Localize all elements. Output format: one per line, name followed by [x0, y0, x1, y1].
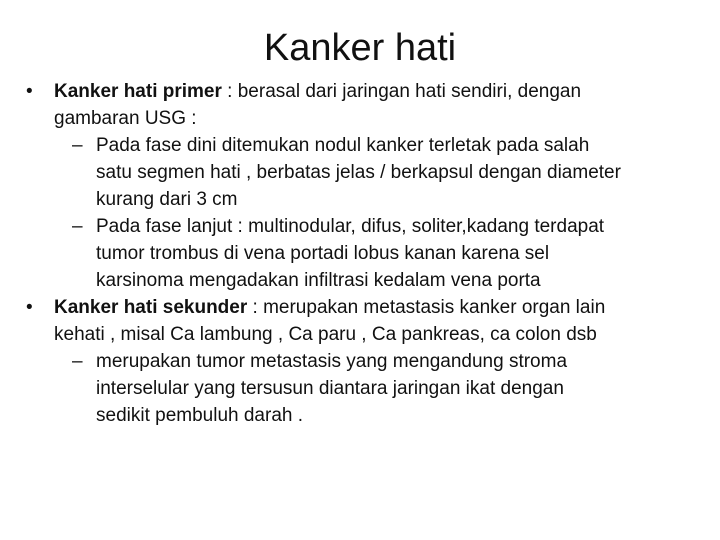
sub-item-line: kurang dari 3 cm [96, 189, 238, 210]
bullet-line: gambaran USG : [54, 108, 197, 129]
sub-item [22, 132, 702, 213]
sub-item-line: merupakan tumor metastasis yang mengandung stroma [96, 351, 568, 372]
bullet-text: : berasal dari jaringan hati sendiri, dengan [221, 81, 582, 102]
sub-item-line: tumor trombus di vena portadi lobus kanan karena sel [96, 243, 550, 264]
sub-item-line: karsinoma mengadakan infiltrasi kedalam vena porta [96, 270, 541, 291]
sub-item-line: Pada fase lanjut : multinodular, difus, soliter,kadang terdapat [96, 216, 605, 237]
sub-item-line: satu segmen hati , berbatas jelas / berkapsul dengan diameter [96, 162, 621, 183]
slide-body [22, 78, 702, 429]
dash-icon: – [72, 216, 83, 237]
bullet-term: Kanker hati sekunder [54, 297, 248, 318]
bullet-icon: • [26, 297, 33, 318]
sub-item [22, 213, 702, 294]
dash-icon: – [72, 351, 83, 372]
sub-item-line: Pada fase dini ditemukan nodul kanker terletak pada salah [96, 135, 590, 156]
bullet-line: kehati , misal Ca lambung , Ca paru , Ca pankreas, ca colon dsb [54, 324, 597, 345]
dash-icon: – [72, 135, 83, 156]
bullet-item-sekunder [22, 294, 702, 348]
bullet-line [54, 78, 702, 105]
bullet-text: : merupakan metastasis kanker organ lain [247, 297, 606, 318]
bullet-item-primer [22, 78, 702, 132]
bullet-line [54, 294, 702, 321]
slide-title: Kanker hati [263, 27, 457, 69]
bullet-term: Kanker hati primer [54, 81, 222, 102]
sub-item [22, 348, 702, 429]
sub-item-line: interselular yang tersusun diantara jaringan ikat dengan [96, 378, 564, 399]
sub-item-line: sedikit pembuluh darah . [96, 405, 304, 426]
bullet-icon: • [26, 81, 33, 102]
